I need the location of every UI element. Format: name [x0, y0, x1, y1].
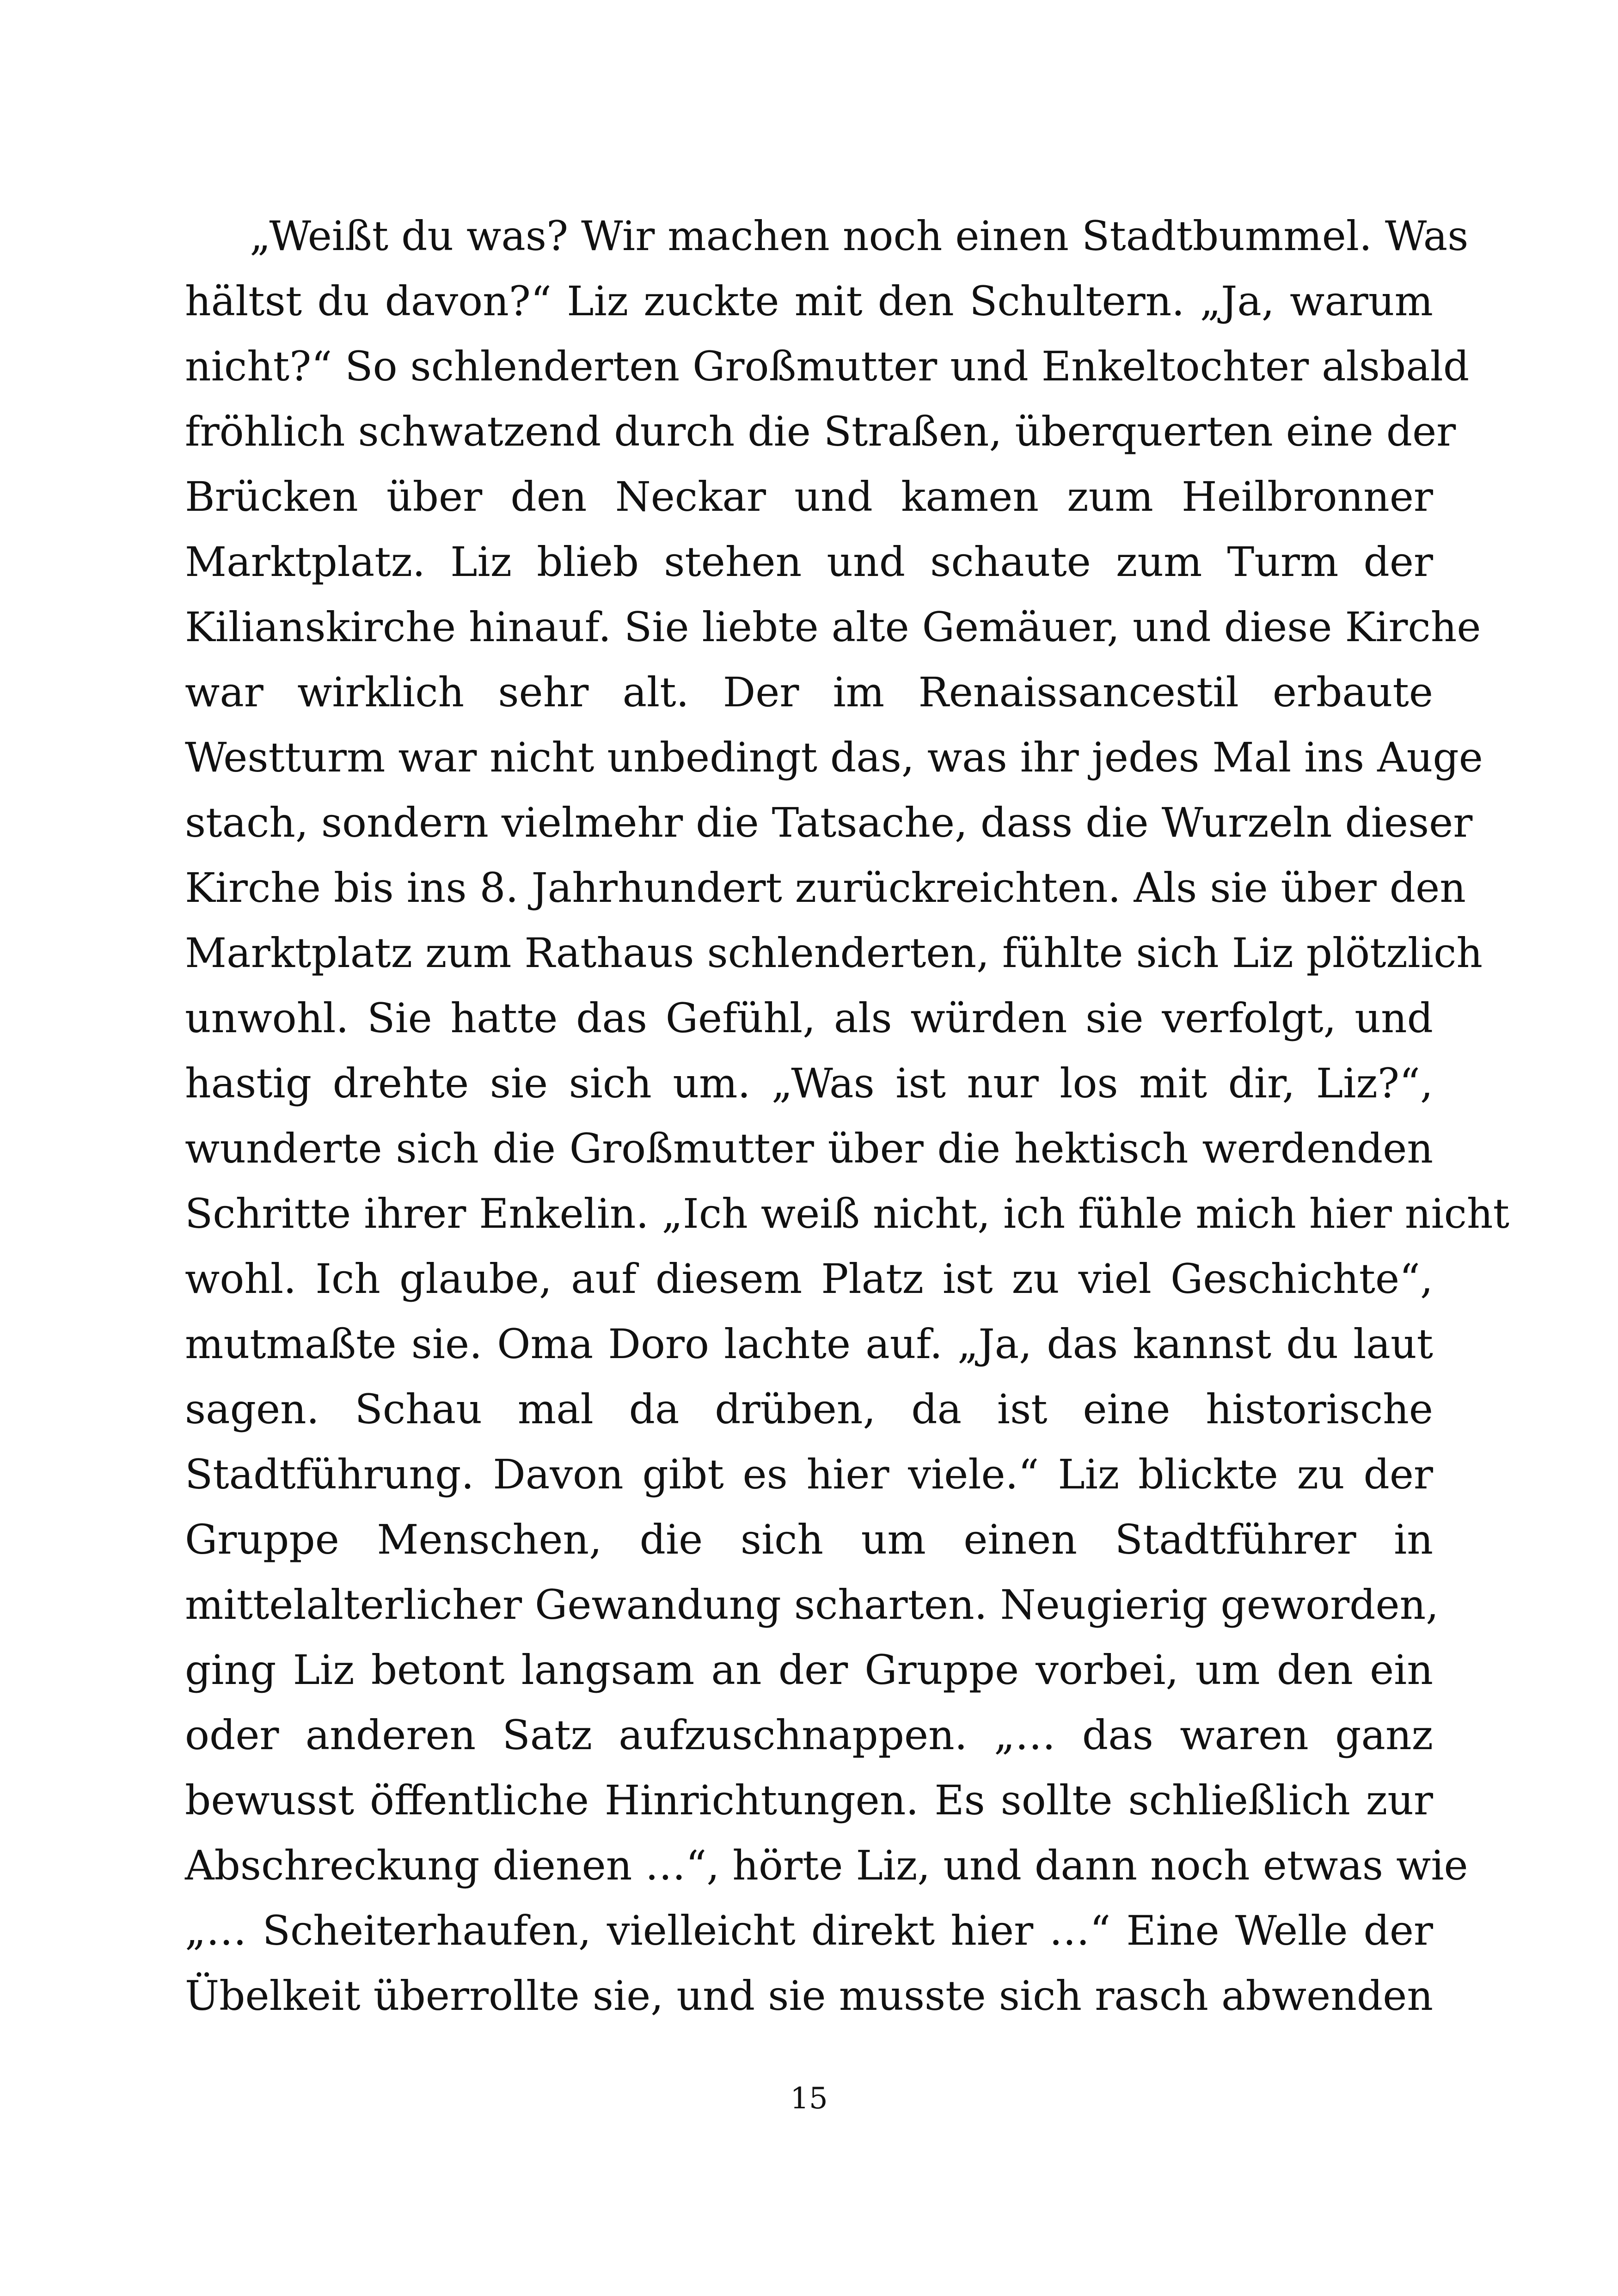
text-line: mittelalterlicher Gewandung scharten. Neugierig geworden, [185, 1581, 1439, 1629]
text-line: „Weißt du was? Wir machen noch einen Stadtbummel. Was [250, 212, 1469, 260]
text-line: nicht?“ So schlenderten Großmutter und Enkeltochter alsbald [185, 343, 1470, 390]
text-line: stach, sondern vielmehr die Tatsache, dass die Wurzeln dieser [185, 799, 1473, 846]
text-line: Stadtführung. Davon gibt es hier viele.“ Liz blickte zu der [185, 1451, 1433, 1498]
text-line: Brücken über den Neckar und kamen zum Heilbronner [185, 473, 1433, 520]
body-text [185, 203, 1509, 2028]
text-line: hältst du davon?“ Liz zuckte mit den Schultern. „Ja, warum [185, 277, 1433, 325]
text-line: oder anderen Satz aufzuschnappen. „… das waren ganz [185, 1711, 1433, 1759]
text-line: Marktplatz. Liz blieb stehen und schaute zum Turm der [185, 538, 1433, 586]
text-line: Kirche bis ins 8. Jahrhundert zurückreichten. Als sie über den [185, 864, 1466, 912]
text-line: war wirklich sehr alt. Der im Renaissancestil erbaute [185, 668, 1433, 716]
text-line: ging Liz betont langsam an der Gruppe vorbei, um den ein [185, 1646, 1433, 1694]
text-line: bewusst öffentliche Hinrichtungen. Es sollte schließlich zur [185, 1776, 1433, 1824]
text-line: wohl. Ich glaube, auf diesem Platz ist zu viel Geschichte“, [185, 1255, 1433, 1303]
text-line: fröhlich schwatzend durch die Straßen, überquerten eine der [185, 408, 1456, 455]
text-line: Schritte ihrer Enkelin. „Ich weiß nicht, ich fühle mich hier nicht [185, 1190, 1509, 1237]
text-line: unwohl. Sie hatte das Gefühl, als würden sie verfolgt, und [185, 994, 1433, 1042]
text-line: Marktplatz zum Rathaus schlenderten, fühlte sich Liz plötzlich [185, 929, 1483, 977]
text-line: mutmaßte sie. Oma Doro lachte auf. „Ja, das kannst du laut [185, 1320, 1433, 1368]
text-line: Westturm war nicht unbedingt das, was ihr jedes Mal ins Auge [185, 734, 1483, 781]
text-line: Kilianskirche hinauf. Sie liebte alte Gemäuer, und diese Kirche [185, 603, 1481, 651]
page-number: 15 [790, 2082, 828, 2116]
text-line: Gruppe Menschen, die sich um einen Stadtführer in [185, 1516, 1433, 1563]
text-line: wunderte sich die Großmutter über die hektisch werdenden [185, 1125, 1433, 1172]
text-line: Abschreckung dienen …“, hörte Liz, und dann noch etwas wie [185, 1842, 1468, 1889]
text-line: Übelkeit überrollte sie, und sie musste sich rasch abwenden [185, 1972, 1433, 2020]
text-line: hastig drehte sie sich um. „Was ist nur los mit dir, Liz?“, [185, 1059, 1433, 1107]
text-line: „… Scheiterhaufen, vielleicht direkt hier …“ Eine Welle der [185, 1907, 1433, 1954]
text-line: sagen. Schau mal da drüben, da ist eine historische [185, 1385, 1433, 1433]
